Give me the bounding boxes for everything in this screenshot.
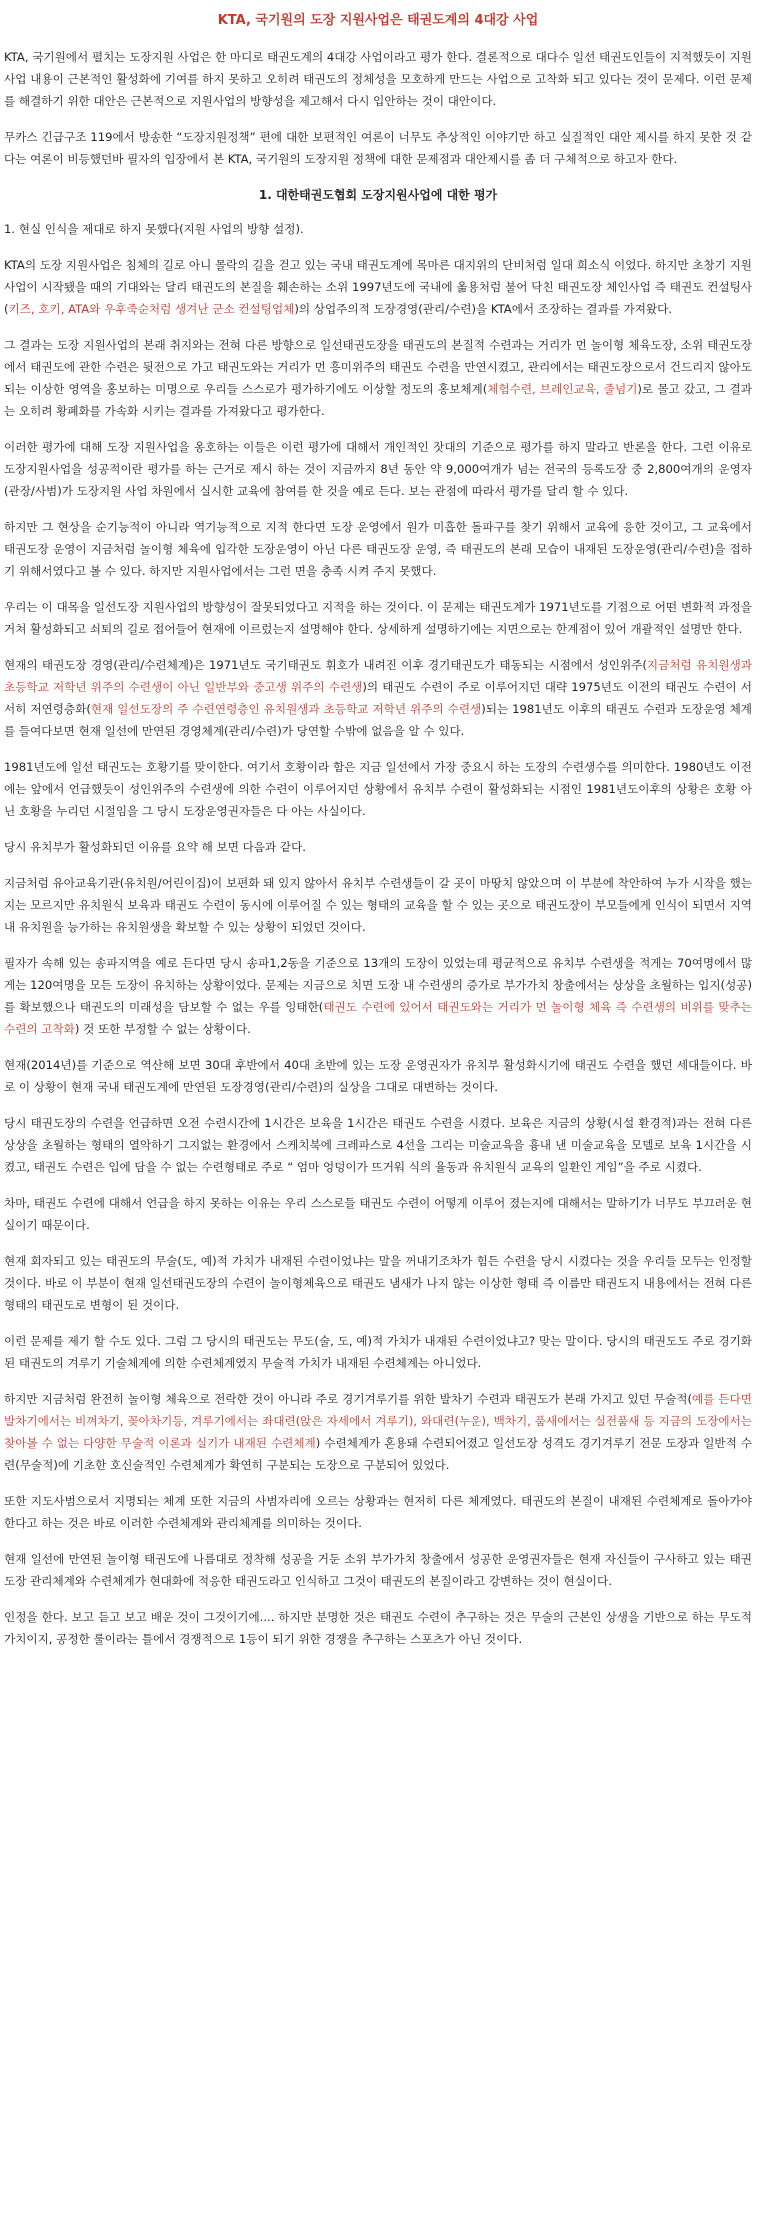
paragraph-16: 현재 회자되고 있는 태권도의 무술(도, 예)적 가치가 내재된 수련이었냐는 말을 꺼내기조차가 힘든 수련을 당시 시켰다는 것을 우리들 모두는 인정할 것이다. 바로 이 부분이 현재 일선태권도장의 수련이 놀이형체육으로 태권도 냄새가 나지 않는 이상한 형태 즉 이름만 태권도지 내용에서는 전혀 다른 형태의 태권도로 변형이 된 것이다. <box>4 1254 752 1312</box>
paragraph-14: 당시 태권도장의 수련을 언급하면 오전 수련시간에 1시간은 보육을 1시간은 태권도 수련을 시켰다. 보육은 지금의 상황(시설 환경적)과는 전혀 다른 상상을 초월하는 형태의 열악하기 그지없는 환경에서 스케치북에 크레파스로 4선을 그리는 미술교육을 흉내 낸 미술교육을 모델로 보육 1시간을 시켰고, 태권도 수련은 입에 담을 수 없는 수련형태로 주로 “ 엄마 엉덩이가 뜨거워 식의 율동과 유치원식 교육의 일환인 게임”을 주로 시켰다. <box>4 1116 752 1174</box>
paragraph-13: 현재(2014년)를 기준으로 역산해 보면 30대 후반에서 40대 초반에 있는 도장 운영권자가 유치부 활성화시기에 태권도 수련을 했던 세대들이다. 바로 이 상황이 현재 국내 태권도계에 만연된 도장경영(관리/수련)의 실상을 그대로 대변하는 것이다. <box>4 1058 752 1094</box>
paragraph-19: 또한 지도사범으로서 지명되는 체계 또한 지금의 사범자리에 오르는 상황과는 현저히 다른 체계였다. 태권도의 본질이 내재된 수련체계로 돌아가야 한다고 하는 것은 바로 이러한 수련체계와 관리체계를 의미하는 것이다. <box>4 1494 752 1530</box>
highlight-text: 지금처럼 유치원생과 초등학교 저학년 위주의 수련생이 아닌 일반부와 중고생 위주의 수련생 <box>4 658 752 694</box>
text-span: KTA의 도장 지원사업은 침체의 길로 아니 몰락의 길을 걷고 있는 국내 태권도계에 목마른 대지위의 단비처럼 일대 희소식 이었다. 하지만 초창기 지원사업이 시작됐을 때의 기대와는 달리 태권도의 본질을 훼손하는 소위 1997년도에 국내에 옮용처럼 불어 닥친 태권도장 체인사업 즉 태권도 컨설팅사( <box>4 258 752 316</box>
highlight-text: 태권도 수련에 있어서 태권도와는 거리가 먼 놀이형 체육 즉 수련생의 비위를 맞추는 수련의 고착화 <box>4 1000 753 1036</box>
paragraph-11: 지금처럼 유아교육기관(유치원/어린이집)이 보편화 돼 있지 않아서 유치부 수련생들이 갈 곳이 마땅치 않았으며 이 부분에 착안하여 누가 시작을 했는지는 모르지만 유치원식 보육과 태권도 수련이 동시에 이루어질 수 있는 형태의 교육을 할 수 있는 곳으로 태권도장이 부모들에게 인식이 되면서 지역 내 유치원을 능가하는 유치원생을 확보할 수 있는 상황이 되었던 것이다. <box>4 876 752 934</box>
text-span: 그 결과는 도장 지원사업의 본래 취지와는 전혀 다른 방향으로 일선태권도장을 태권도의 본질적 수련과는 거리가 먼 놀이형 체육도장, 소위 태권도장에서 태권도에 관한 수련은 뒷전으로 가고 태권도와는 거리가 먼 흥미위주의 태권도 수련을 만연시켰고, 관리에서는 태권도장으로서 건드리지 않아도 되는 이상한 영역을 홍보하는 미명으로 우리들 스스로가 평가하기에도 이상할 정도의 홍보체계( <box>4 338 752 396</box>
paragraph-background: 무카스 긴급구조 119에서 방송한 “도장지원정책” 편에 대한 보편적인 여론이 너무도 추상적인 이야기만 하고 실질적인 대안 제시를 하지 못한 것 같다는 여론이 비등했던바 필자의 입장에서 본 KTA, 국기원의 도장지원 정책에 대한 문제점과 대안제시를 좀 더 구체적으로 하고자 한다. <box>4 130 752 166</box>
paragraph-3 <box>4 254 752 320</box>
paragraph-8 <box>4 654 752 742</box>
paragraph-intro: KTA, 국기원에서 펼치는 도장지원 사업은 한 마디로 태권도계의 4대강 사업이라고 평가 한다. 결론적으로 대다수 일선 태권도인들이 지적했듯이 지원사업 내용이 근본적인 활성화에 기여를 하지 못하고 오히려 태권도의 정체성을 모호하게 만드는 사업으로 고착화 되고 있다는 것이 문제다. 이런 문제를 해결하기 위한 대안은 근본적으로 지원사업의 방향성을 제고해서 다시 입안하는 것이 대안이다. <box>4 50 752 108</box>
text-span: )되는 1981년도 이후의 태권도 수련과 도장운영 체계를 들여다보면 현재 일선에 만연된 경영체계(관리/수련)가 당연할 수밖에 없음을 알 수 있다. <box>4 702 752 738</box>
highlight-text: 체험수련, 브레인교육, 줄넘기 <box>487 382 638 396</box>
text-span: 하지만 지금처럼 완전히 놀이형 체육으로 전락한 것이 아니라 주로 경기겨루기를 위한 발차기 수련과 태권도가 본래 가지고 있던 무술적( <box>4 1392 693 1406</box>
highlight-text: 예를 든다면 발차기에서는 비껴차기, 꽂아차기등, 겨루기에서는 좌대련(앉은 자세에서 겨루기), 와대련(누운), 백차기, 품새에서는 실전품새 등 지금의 도장에서는 찾아볼 수 없는 다양한 무술적 이론과 실기가 내재된 수련체계 <box>4 1392 753 1450</box>
text-span: )로 몰고 갔고, 그 결과는 오히려 황폐화를 가속화 시키는 결과를 가져왔다고 평가한다. <box>4 382 752 418</box>
paragraph-17: 이런 문제를 제기 할 수도 있다. 그럼 그 당시의 태권도는 무도(술, 도, 예)적 가치가 내재된 수련이었냐고? 맞는 말이다. 당시의 태권도도 주로 경기화 된 태권도의 겨루기 기술체계에 의한 수련체계였지 무술적 가치가 내재된 수련체계는 아니었다. <box>4 1334 752 1370</box>
section-heading: 1. 대한태권도협회 도장지원사업에 대한 평가 <box>258 188 498 202</box>
paragraph-18 <box>4 1388 752 1476</box>
paragraph-6: 하지만 그 현상을 순기능적이 아니라 역기능적으로 지적 한다면 도장 운영에서 원가 미흡한 돌파구를 찾기 위해서 교육에 응한 것이고, 그 교육에서 태권도장 운영이 지금처럼 놀이형 체육에 입각한 도장운영이 아닌 다른 태권도장 운영, 즉 태권도의 본래 모습이 내재된 도장운영(관리/수련)을 접하기 위해서였다고 볼 수 있다. 하지만 지원사업에서는 그런 면을 충족 시켜 주지 못했다. <box>4 520 753 578</box>
text-span: ) 수련체계가 혼용돼 수련되어졌고 일선도장 성격도 경기겨루기 전문 도장과 일반적 수련(무술적)에 기초한 호신술적인 수련체계가 확연히 구분되는 도장으로 구분되어 있었다. <box>4 1436 752 1472</box>
paragraph-15: 차마, 태권도 수련에 대해서 언급을 하지 못하는 이유는 우리 스스로들 태권도 수련이 어떻게 이루어 졌는지에 대해서는 말하기가 너무도 부끄러운 현실이기 때문이다. <box>4 1196 752 1232</box>
text-span: )의 태권도 수련이 주로 이루어지던 대략 1975년도 이전의 태권도 수련이 서서히 저연령층화( <box>4 680 752 716</box>
text-span: ) 것 또한 부정할 수 없는 상황이다. <box>74 1022 251 1036</box>
highlight-text: 키즈, 호키, ATA와 우후죽순처럼 생겨난 군소 컨설팅업체 <box>8 302 295 316</box>
article-title: KTA, 국기원의 도장 지원사업은 태권도계의 4대강 사업 <box>217 13 539 28</box>
paragraph-20: 현재 일선에 만연된 놀이형 태권도에 나름대로 정착해 성공을 거둔 소위 부가가치 창출에서 성공한 운영권자들은 현재 자신들이 구사하고 있는 태권도장 관리체계와 수련체계가 현대화에 적응한 태권도라고 인식하고 그것이 태권도의 본질이라고 강변하는 것이 현실이다. <box>4 1552 752 1588</box>
paragraph-5: 이러한 평가에 대해 도장 지원사업을 옹호하는 이들은 이런 평가에 대해서 개인적인 잣대의 기준으로 평가를 하지 말라고 반론을 한다. 그런 이유로 도장지원사업을 성공적이란 평가를 하는 근거로 제시 하는 것이 지금까지 8년 동안 약 9,000여개가 넘는 전국의 등록도장 중 2,800여개의 운영자(관장/사범)가 도장지원 사업 차원에서 실시한 교육에 참여를 한 것을 예로 든다. 보는 관점에 따라서 평가를 달리 할 수 있다. <box>4 440 753 498</box>
paragraph-4 <box>4 334 752 422</box>
paragraph-7: 우리는 이 대목을 일선도장 지원사업의 방향성이 잘못되었다고 지적을 하는 것이다. 이 문제는 태권도계가 1971년도를 기점으로 어떤 변화적 과정을 거쳐 활성화되고 쇠퇴의 길로 접어들어 현재에 이르렀는지 설명해야 한다. 상세하게 설명하기에는 지면으로는 한계점이 있어 개괄적인 설명만 한다. <box>4 600 752 636</box>
text-span: 현재의 태권도장 경영(관리/수련체계)은 1971년도 국기태권도 휘호가 내려진 이후 경기태권도가 태동되는 시점에서 성인위주( <box>4 658 647 672</box>
text-span: 필자가 속해 있는 송파지역을 예로 든다면 당시 송파1,2동을 기준으로 13개의 도장이 있었는데 평균적으로 유치부 수련생을 적게는 70여명에서 많게는 120여명을 모든 도장이 유치하는 상황이었다. 문제는 지금으로 치면 도장 내 수련생의 증가로 부가가치 창출에서는 상상을 초월하는 입지(성공)를 확보했으나 태권도의 미래성을 담보할 수 없는 우를 잉태한( <box>4 956 752 1014</box>
paragraph-10: 당시 유치부가 활성화되던 이유를 요약 해 보면 다음과 같다. <box>4 840 306 854</box>
paragraph-12 <box>4 952 752 1040</box>
highlight-text: 현재 일선도장의 주 수련연령층인 유치원생과 초등학교 저학년 위주의 수련생 <box>90 702 482 716</box>
paragraph-9: 1981년도에 일선 태권도는 호황기를 맞이한다. 여기서 호황이라 함은 지금 일선에서 가장 중요시 하는 도장의 수련생수를 의미한다. 1980년도 이전에는 앞에서 언급했듯이 성인위주의 수련생에 의한 수련이 이루어지던 상황에서 유치부 수련이 활성화되는 시점인 1981년도이후의 상황은 호황 아닌 호황을 누리던 시절임을 그 당시 도장운영권자들은 다 아는 사실이다. <box>4 760 752 818</box>
paragraph-21: 인정을 한다. 보고 듣고 보고 배운 것이 그것이기에.... 하지만 분명한 것은 태권도 수련이 추구하는 것은 무술의 근본인 상생을 기반으로 하는 무도적 가치이지, 공정한 룰이라는 틀에서 경쟁적으로 1등이 되기 위한 경쟁을 추구하는 스포츠가 아닌 것이다. <box>4 1610 752 1646</box>
text-span: )의 상업주의적 도장경영(관리/수련)을 KTA에서 조장하는 결과를 가져왔다. <box>294 302 673 316</box>
subsection-heading: 1. 현실 인식을 제대로 하지 못했다(지원 사업의 방향 설정). <box>4 222 304 236</box>
